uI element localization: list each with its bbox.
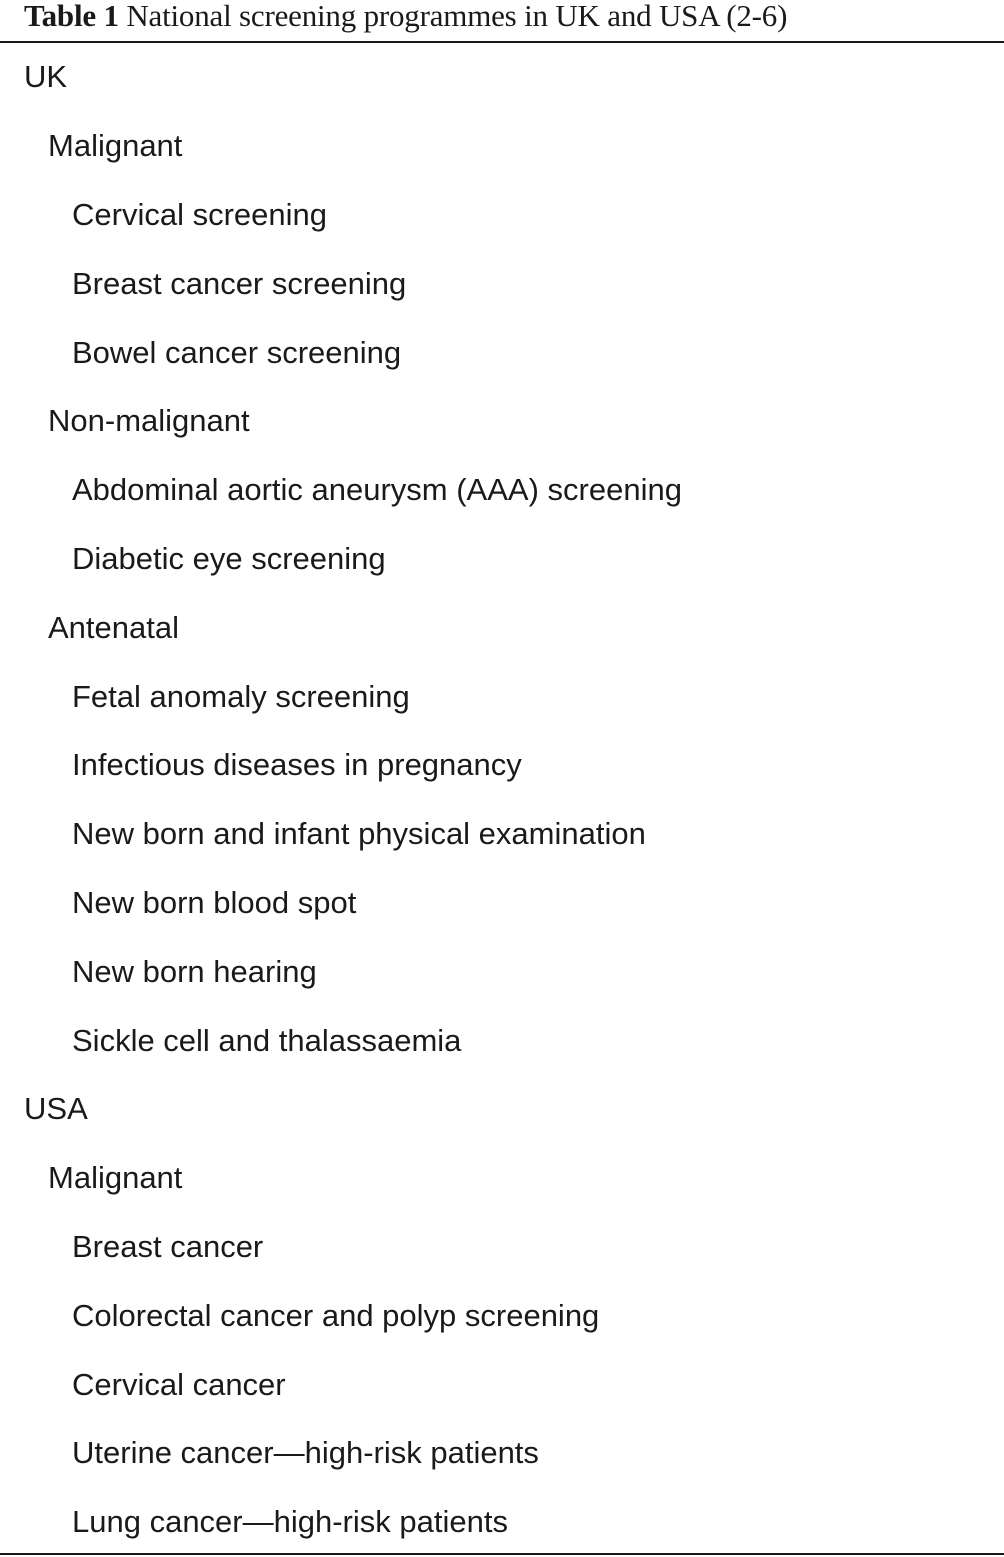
bottom-rule bbox=[0, 1553, 1004, 1555]
programme-row bbox=[0, 869, 1004, 938]
row-label: Bowel cancer screening bbox=[72, 334, 402, 370]
programme-row bbox=[0, 800, 1004, 869]
row-label: Malignant bbox=[48, 128, 183, 164]
row-label: Breast cancer screening bbox=[72, 265, 407, 301]
row-label: New born blood spot bbox=[72, 884, 357, 920]
programme-row bbox=[0, 662, 1004, 731]
row-label: Malignant bbox=[48, 1160, 183, 1196]
programme-row bbox=[0, 1006, 1004, 1075]
category-row bbox=[0, 1144, 1004, 1213]
programme-row bbox=[0, 1213, 1004, 1282]
category-row bbox=[0, 593, 1004, 662]
row-label: Colorectal cancer and polyp screening bbox=[72, 1297, 600, 1333]
country-row bbox=[0, 43, 1004, 112]
row-label: UK bbox=[24, 59, 68, 95]
row-label: Fetal anomaly screening bbox=[72, 678, 410, 714]
row-label: Cervical cancer bbox=[72, 1366, 286, 1402]
country-row bbox=[0, 1075, 1004, 1144]
programme-row bbox=[0, 731, 1004, 800]
row-label: Antenatal bbox=[48, 609, 179, 645]
row-label: Abdominal aortic aneurysm (AAA) screening bbox=[72, 472, 682, 508]
row-label: Infectious diseases in pregnancy bbox=[72, 747, 522, 783]
row-label: Diabetic eye screening bbox=[72, 540, 386, 576]
row-label: New born hearing bbox=[72, 953, 317, 989]
table-label: Table 1 bbox=[24, 0, 119, 33]
table-title: National screening programmes in UK and USA (2-6) bbox=[126, 0, 788, 33]
category-row bbox=[0, 112, 1004, 181]
programme-row bbox=[0, 181, 1004, 250]
table-caption bbox=[24, 0, 787, 36]
programme-row bbox=[0, 1350, 1004, 1419]
programme-row bbox=[0, 937, 1004, 1006]
programme-row bbox=[0, 525, 1004, 594]
row-label: Breast cancer bbox=[72, 1228, 264, 1264]
row-label: USA bbox=[24, 1091, 88, 1127]
programme-row bbox=[0, 249, 1004, 318]
programme-row bbox=[0, 318, 1004, 387]
row-label: Non-malignant bbox=[48, 403, 250, 439]
row-label: Sickle cell and thalassaemia bbox=[72, 1022, 462, 1058]
row-label: New born and infant physical examination bbox=[72, 816, 646, 852]
category-row bbox=[0, 387, 1004, 456]
programme-row bbox=[0, 456, 1004, 525]
row-label: Uterine cancer—high-risk patients bbox=[72, 1435, 539, 1471]
row-label: Cervical screening bbox=[72, 196, 327, 232]
programme-row bbox=[0, 1488, 1004, 1557]
row-label: Lung cancer—high-risk patients bbox=[72, 1504, 508, 1540]
programme-row bbox=[0, 1281, 1004, 1350]
table-body bbox=[0, 43, 1004, 1557]
programme-row bbox=[0, 1419, 1004, 1488]
